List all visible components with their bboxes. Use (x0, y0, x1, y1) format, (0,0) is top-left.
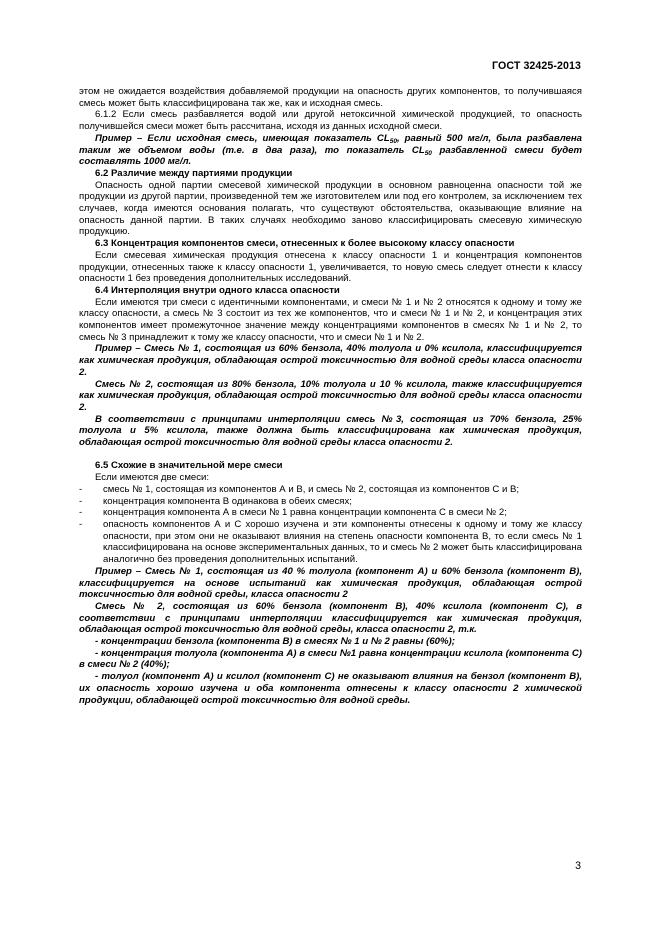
section-heading-6-3: 6.3 Концентрация компонентов смеси, отнесенных к более высокому классу опасности (95, 238, 515, 250)
list-item-text: концентрация компонента В одинакова в обеих смесях; (103, 495, 352, 507)
paragraph-interpolation: Если имеются три смеси с идентичными компонентами, и смеси № 1 и № 2 относятся к одному и тому же классу опасности, а смесь № 3 состоит из тех же компонентов, что и смеси № 1 и № 2, и концентрация этих компонентов имеет промежуточное значение между концентрациями компонентов в смесях № 1 и № 2, то смесь № 3 принадлежит к тому же классу опасности, что и смеси № 1 и № 2. (79, 296, 582, 343)
reason-benzene: - концентрации бензола (компонента В) в смесях № 1 и № 2 равны (60%); (95, 636, 455, 648)
paragraph-batches: Опасность одной партии смесевой химической продукции в основном равноценна опасности той же продукции из другой партии, произведенной тем же изготовителем или под его контролем, за исключением тех случаев, когда имеются основания полагать, что существуют обстоятельства, оказывающие влияние на опасность данной партии. В таких случаях необходимо заново классифицировать смесевую химическую продукцию. (79, 179, 582, 238)
paragraph-6-1-2: 6.1.2 Если смесь разбавляется водой или другой нетоксичной химической продукцией, то опасность получившейся смеси может быть рассчитана, исходя из данных исходной смеси. (79, 109, 582, 133)
section-heading-6-2: 6.2 Различие между партиями продукции (95, 167, 293, 179)
paragraph-two-mixtures: Если имеются две смеси: (95, 472, 210, 484)
dash-marker: - (79, 507, 83, 519)
list-item (79, 507, 582, 519)
reason-toluene-xylene: - концентрация толуола (компонента А) в смеси №1 равна концентрации ксилола (компонента С) в смеси № 2 (40%); (79, 647, 582, 671)
section-heading-6-4: 6.4 Интерполяция внутри одного класса опасности (95, 284, 340, 296)
example-similar-mixture-1: Пример – Смесь № 1, состоящая из 40 % толуола (компонент А) и 60% бензола (компонент В), классифицируется на основе испытаний как химическая продукция, обладающая острой токсичностью для водной среды, класса опасности 2 (79, 565, 582, 601)
list-item (79, 496, 582, 508)
example-mixture-3: В соответствии с принципами интерполяции смесь №3, состоящая из 70% бензола, 25% толуола и 5% ксилола, также должна быть классифицирована как химическая продукция, обладающая острой токсичностью для водной среды класса опасности 2. (79, 413, 582, 449)
dash-marker: - (79, 519, 83, 530)
section-heading-6-5: 6.5 Схожие в значительной мере смеси (95, 460, 283, 472)
subscript-50-b: 50 (424, 149, 432, 157)
subscript-50-a: 50 (389, 137, 397, 145)
example-similar-mixture-2: Смесь № 2, состоящая из 60% бензола (компонент В), 40% ксилола (компонент С), в соответствии с принципами интерполяции классифицируется как химическая продукция, обладающая острой токсичностью для водной среды, класса опасности 2, т.к. (79, 600, 582, 636)
dash-marker: - (79, 483, 83, 495)
list-item-text: опасность компонентов А и С хорошо изучена и эти компоненты отнесены к одному и тому же классу опасности, при этом они не оказывают влияния на степень опасности компонента В, то если смесь № 1 классифицирована на основе экспериментальных данных, то и смесь № 2 может быть классифицирована аналогично без проведения дополнительных испытаний. (103, 519, 582, 566)
dash-marker: - (79, 495, 83, 507)
reason-no-influence: - толуол (компонент А) и ксилол (компонент С) не оказывают влияния на бензол (компонент В), их опасность хорошо изучена и оба компонента отнесены к классу опасности 2 химической продукции, обладающей острой токсичностью для водной среды. (79, 671, 582, 706)
example-mixture-2: Смесь № 2, состоящая из 80% бензола, 10% толуола и 10 % ксилола, также классифицируется как химическая продукция, обладающая острой токсичностью для водной среды класса опасности 2. (79, 378, 582, 413)
example-mixture-1: Пример – Смесь № 1, состоящая из 60% бензола, 40% толуола и 0% ксилола, классифицируется как химическая продукция, обладающая острой токсичностью для водной среды класса опасности 2. (79, 343, 582, 378)
paragraph-continuation: этом не ожидается воздействия добавляемой продукции на опасность других компонентов, то получившаяся смесь может быть классифицирована так же, как и исходная смесь. (79, 86, 582, 109)
list-item-text: смесь № 1, состоящая из компонентов А и В, и смесь № 2, состоящая из компонентов С и В; (103, 483, 520, 495)
page-number: 3 (575, 860, 581, 872)
example-dilution-part-b: , равный 500 мг/л, была разбавлена таким же объемом воды (т.е. в два раза), то показатель CL (79, 132, 582, 156)
list-item (79, 519, 582, 566)
example-dilution-part-c: разбавленной смеси будет составлять 1000 мг/л. (79, 144, 582, 168)
paragraph-concentration: Если смесевая химическая продукция отнесена к классу опасности 1 и концентрация компонентов продукции, отнесенных также к классу опасности 1, увеличивается, то новую смесь следует отнести к классу опасности 1 без проведения дополнительных исследований. (79, 249, 582, 285)
document-body (79, 86, 582, 706)
list-item-text: концентрация компонента А в смеси № 1 равна концентрации компонента С в смеси № 2; (103, 507, 507, 519)
list-item (79, 484, 582, 496)
example-dilution-part-a: Пример – Если исходная смесь, имеющая показатель CL (95, 132, 390, 144)
standard-header: ГОСТ 32425-2013 (492, 60, 581, 72)
example-dilution (79, 133, 582, 168)
blank-line (79, 449, 582, 461)
